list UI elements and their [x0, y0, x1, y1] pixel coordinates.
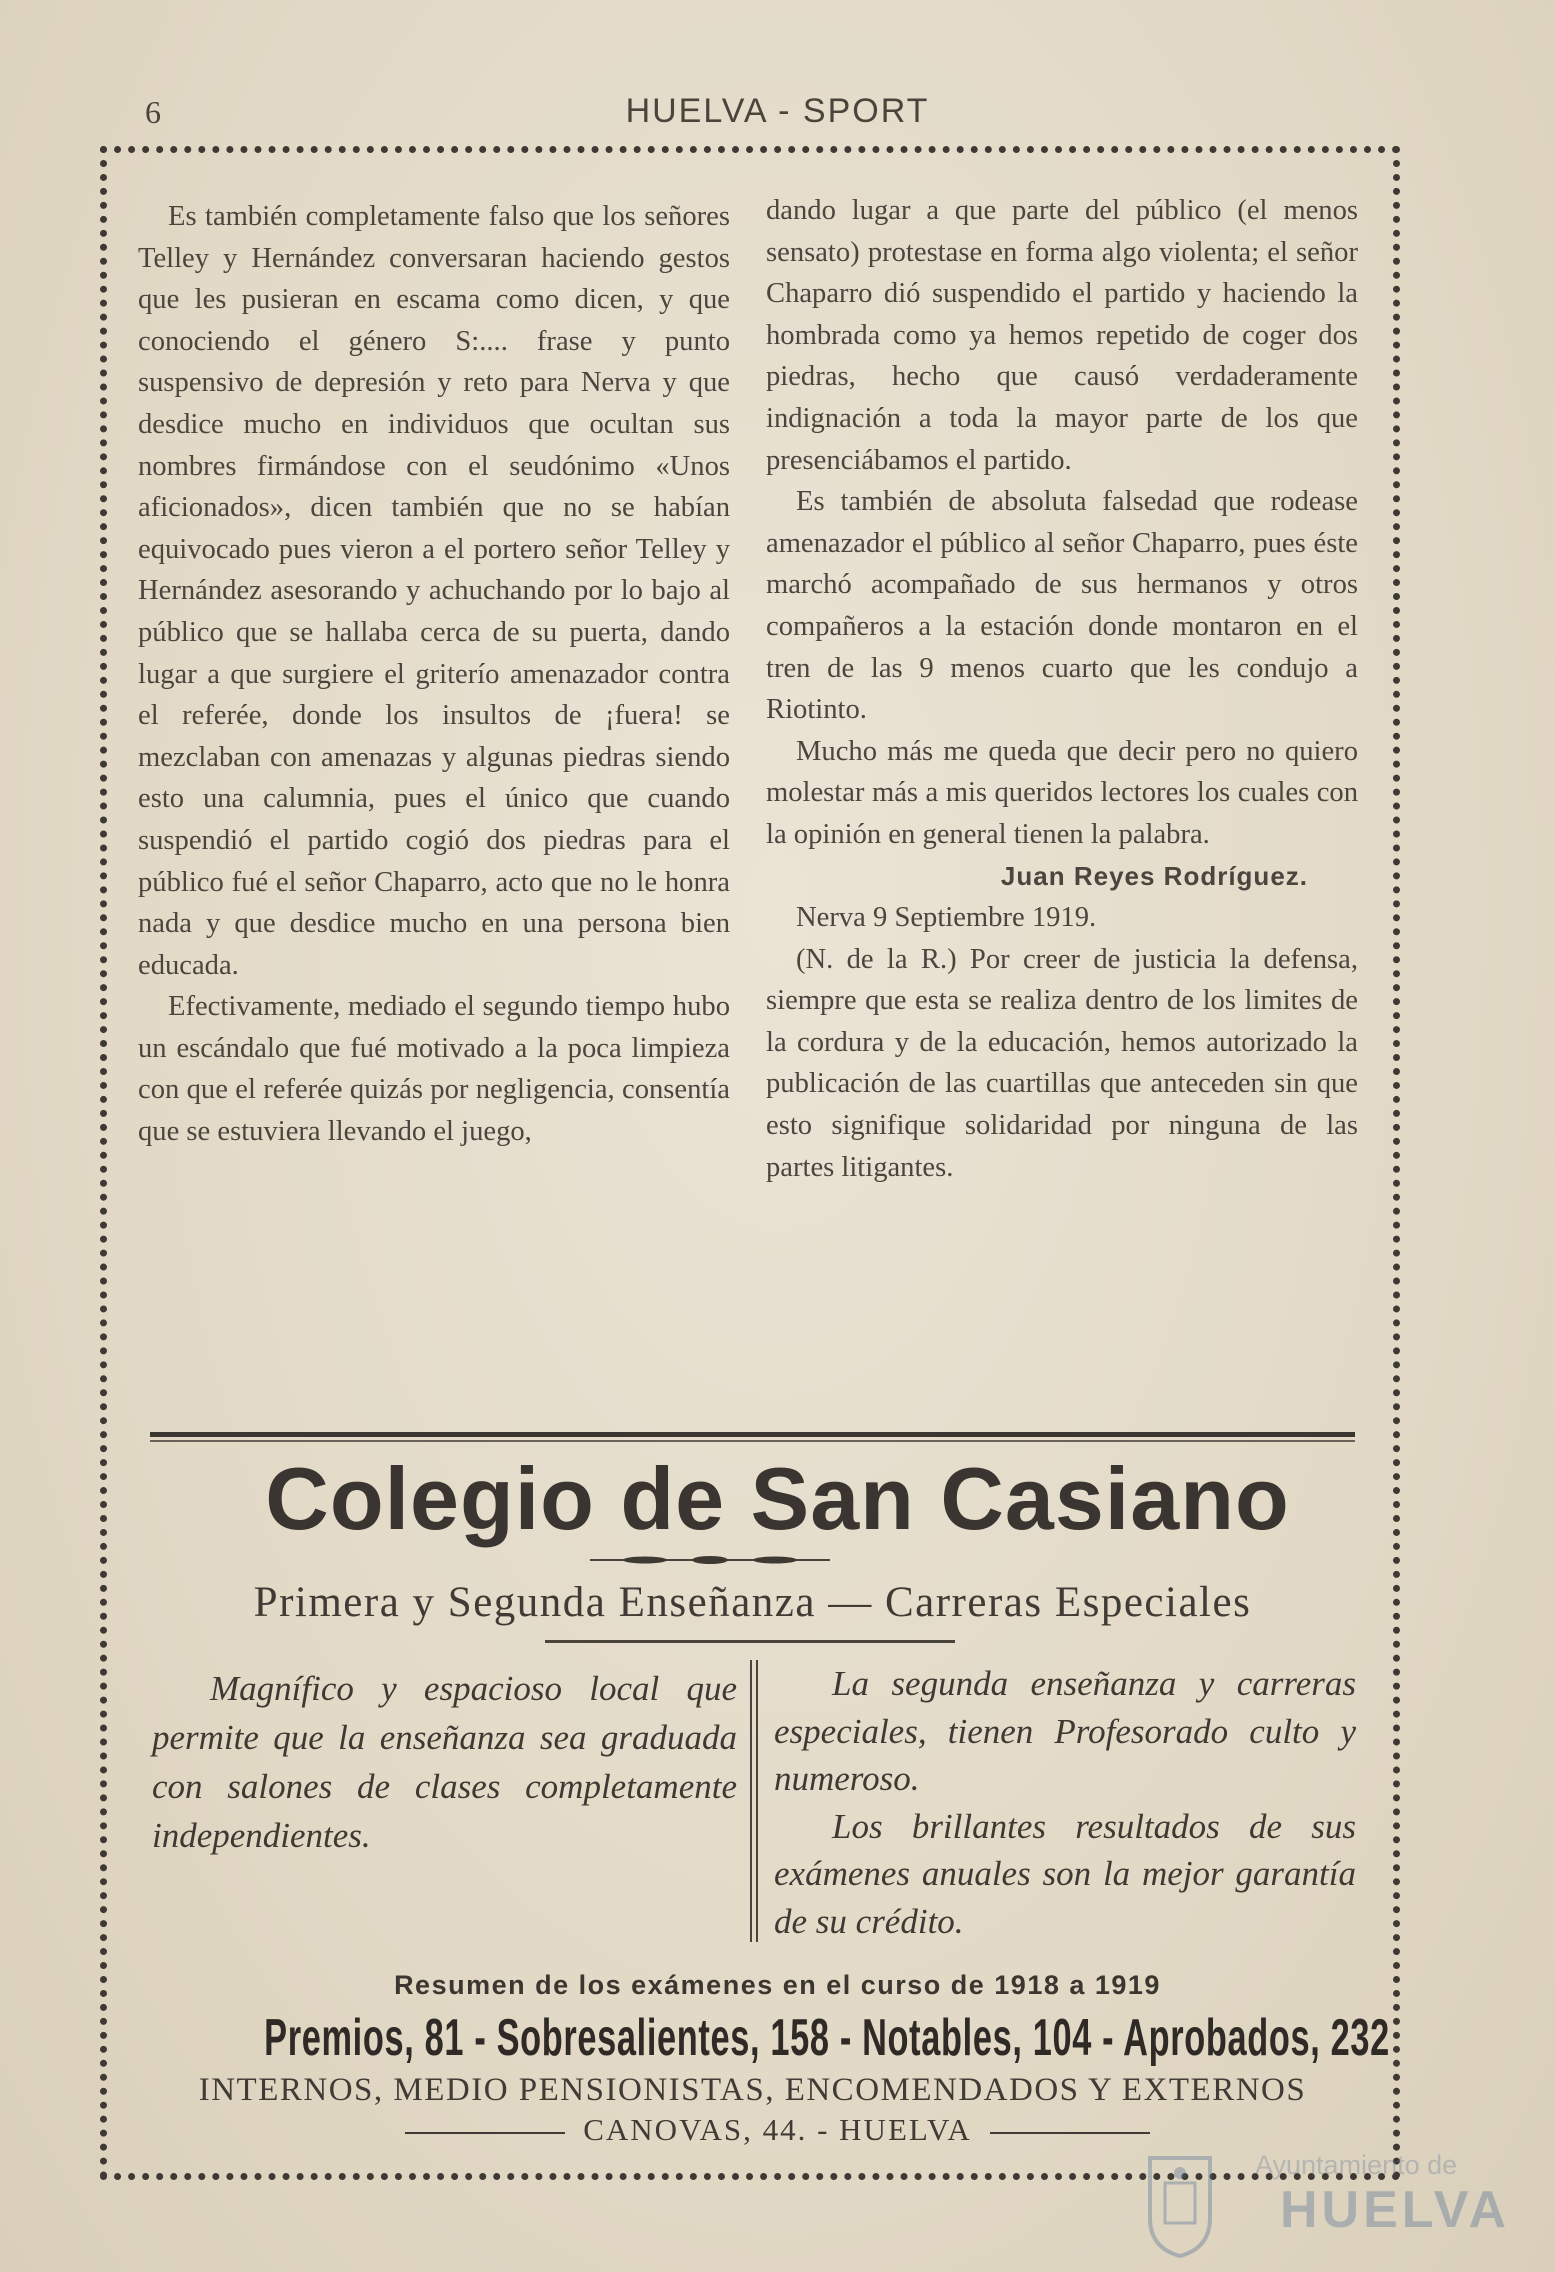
ad-paragraph: Magnífico y espacioso local que permite que la enseñanza sea graduada con salones de clases completamente independientes. — [152, 1669, 737, 1855]
editor-note: (N. de la R.) Por creer de justicia la defensa, siempre que esta se realiza dentro de los limites de la cordura y de la educación, hemos autorizado la publicación de las cuartillas que anteceden sin que esto signifique solidaridad por ninguna de las partes litigantes. — [766, 943, 1358, 1183]
ad-paragraph: Los brillantes resultados de sus exámenes anuales son la mejor garantía de su crédito. — [774, 1806, 1356, 1941]
article-dateline: Nerva 9 Septiembre 1919. — [796, 902, 1097, 934]
ad-right-text — [774, 1660, 1356, 1945]
ad-address — [0, 2112, 1555, 2148]
masthead: HUELVA - SPORT — [625, 92, 930, 130]
ad-title: Colegio de San Casiano — [265, 1449, 1290, 1548]
page-header — [0, 92, 1555, 142]
article-paragraph: dando lugar a que parte del público (el menos sensato) protestase en forma algo violenta; el señor Chaparro dió suspendido el partido y haciendo la hombrada como ya hemos repetido de coger dos piedras, hecho que causó verdaderamente indignación a toda la mayor parte de los que presenciábamos el partido. — [766, 195, 1358, 476]
address-rule-left — [405, 2132, 565, 2134]
article-paragraph: Mucho más me queda que decir pero no quiero molestar más a mis queridos lectores los cuales con la opinión en general tienen la palabra. — [766, 735, 1358, 850]
ad-top-rule — [150, 1432, 1355, 1437]
ad-paragraph: La segunda enseñanza y carreras especiales, tienen Profesorado culto y numeroso. — [774, 1664, 1356, 1798]
ad-subtitle: Primera y Segunda Enseñanza — Carreras Especiales — [253, 1579, 1252, 1626]
address-text: CANOVAS, 44. - HUELVA — [583, 2112, 972, 2147]
ad-categories: INTERNOS, MEDIO PENSIONISTAS, ENCOMENDADOS Y EXTERNOS — [198, 2072, 1307, 2108]
watermark-top-text: Ayuntamiento de — [1255, 2150, 1458, 2180]
watermark — [1140, 2148, 1540, 2258]
city-seal-icon — [1140, 2148, 1220, 2258]
ad-exam-summary: Resumen de los exámenes en el curso de 1918 a 1919 — [394, 1970, 1161, 2000]
article-column-right — [766, 190, 1358, 1188]
article-signature: Juan Reyes Rodríguez. — [1000, 860, 1308, 891]
ad-left-text — [152, 1664, 737, 1860]
article-paragraph: Es también de absoluta falsedad que rodease amenazador el público al señor Chaparro, pues éste marchó acompañado de sus hermanos y otros compañeros a la estación donde montaron en el tren de las 9 menos cuarto que les condujo a Riotinto. — [766, 486, 1358, 726]
ad-column-divider — [750, 1660, 758, 1942]
ornament-divider-icon — [590, 1555, 830, 1565]
watermark-main-text: HUELVA — [1280, 2181, 1511, 2239]
ad-exam-stats: Premios, 81 - Sobresalientes, 158 - Notables, 104 - Aprobados, 232 — [264, 2009, 1390, 2067]
page-number: 6 — [145, 94, 161, 130]
article-paragraph: Es también completamente falso que los señores Telley y Hernández conversaran haciendo gestos que les pusieran en escama como dicen, y que conociendo el género S:.... frase y punto suspensivo de depresión y reto para Nerva y que desdice mucho en individuos que ocultan sus nombres firmándose con el seudónimo «Unos aficionados», dicen también que no se habían equivocado pues vieron a el portero señor Telley y Hernández asesorando y achuchando por lo bajo al público que se hallaba cerca de su puerta, dando lugar a que surgiere el griterío amenazador contra el referée, donde los insultos de ¡fuera! se mezclaban con amenazas y algunas piedras siendo esto una calumnia, pues el único que cuando suspendió el partido cogió dos piedras para el público fué el señor Chaparro, acto que no le honra nada y que desdice mucho en una persona bien educada. — [138, 201, 730, 981]
article-paragraph: Efectivamente, mediado el segundo tiempo hubo un escándalo que fué motivado a la poca limpieza con que el referée quizás por negligencia, consentía que se estuviera llevando el juego, — [138, 991, 730, 1148]
article-column-left — [138, 196, 730, 1153]
ad-subtitle-rule — [545, 1640, 955, 1643]
address-rule-right — [990, 2132, 1150, 2134]
ad-top-rule-thin — [150, 1440, 1355, 1442]
